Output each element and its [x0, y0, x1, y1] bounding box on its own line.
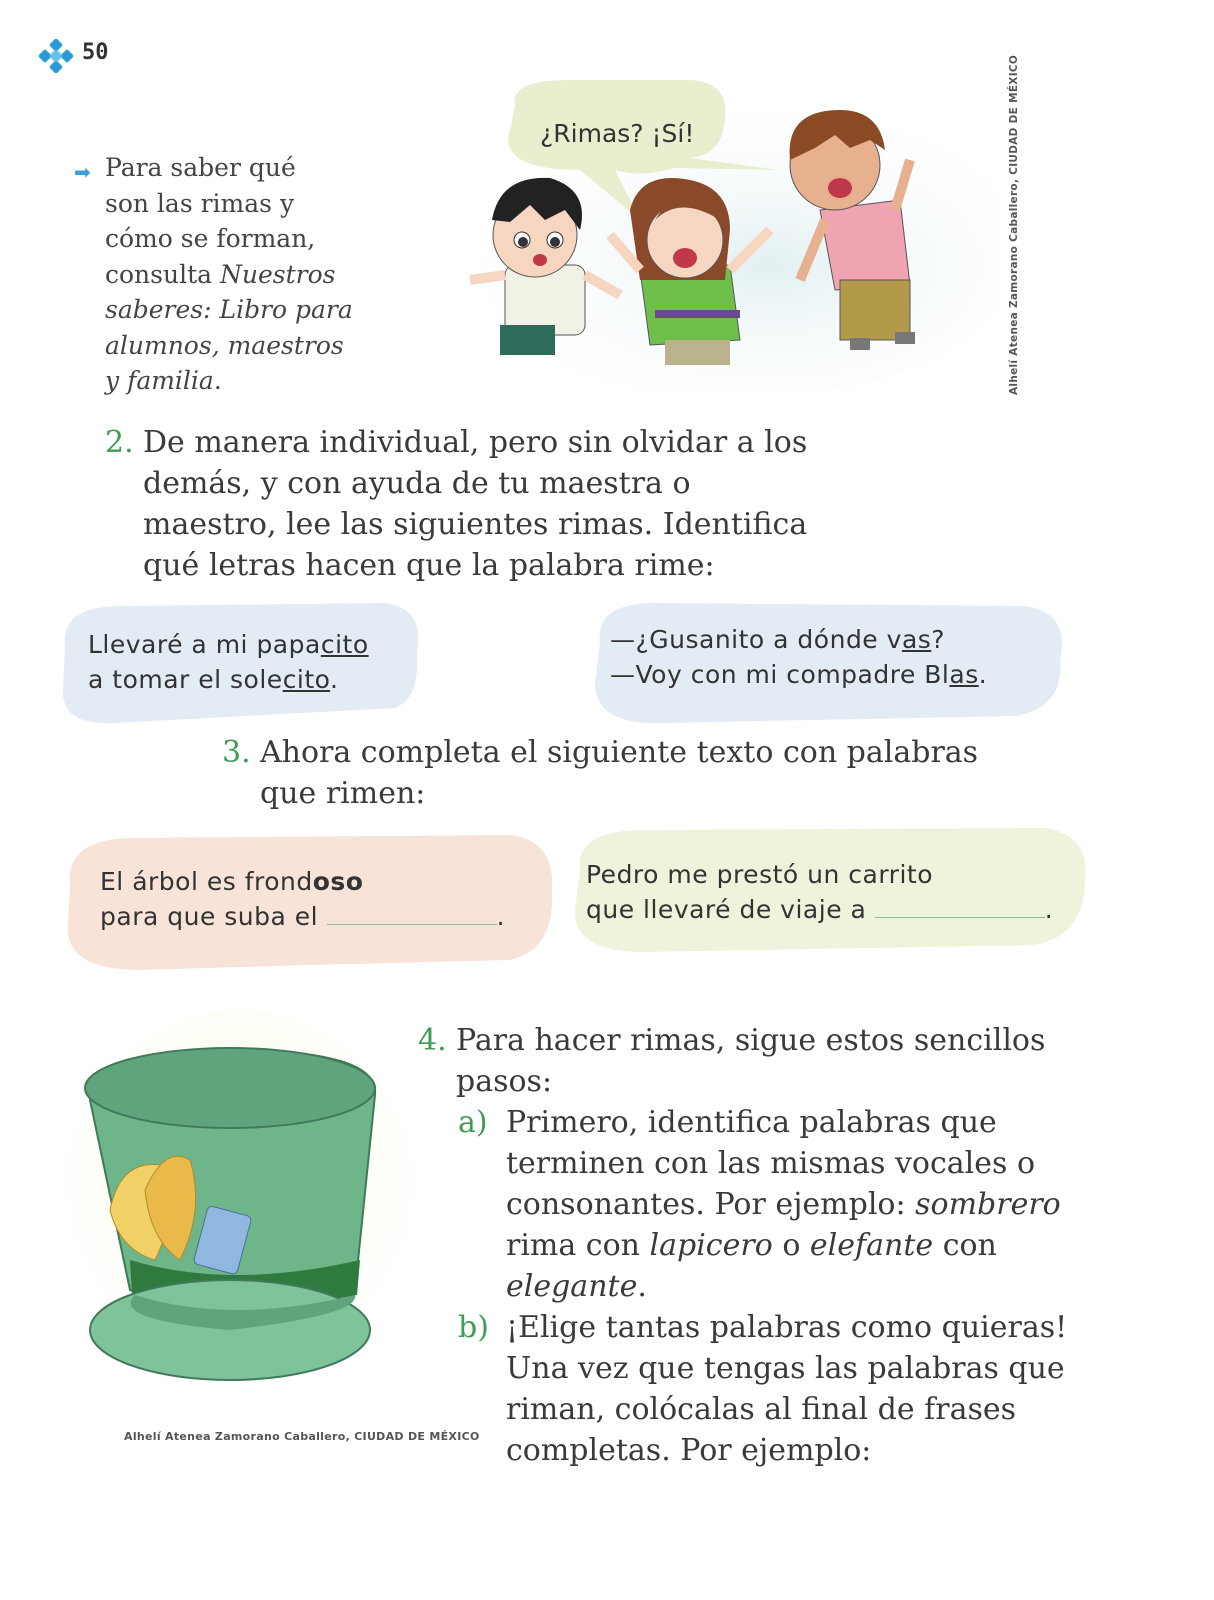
complete-line: para que suba el . — [100, 902, 506, 931]
step-label: b) — [458, 1310, 489, 1345]
question-text: Ahora completa el siguiente texto con palabras que rimen: — [260, 735, 979, 811]
tip-line: cómo se forman, — [105, 224, 316, 253]
step-text: ¡Elige tantas palabras como quieras! Una vez que tengas las palabras que riman, colócalas al final de frases completas. Por ejemplo: — [506, 1310, 1068, 1468]
step-label: a) — [458, 1105, 488, 1140]
complete-line: El árbol es frondoso — [100, 867, 364, 896]
illustration-credit: Alhelí Atenea Zamorano Caballero, CIUDAD DE MÉXICO — [1008, 54, 1020, 395]
step-a — [458, 1102, 1078, 1307]
question-text: De manera individual, pero sin olvidar a los demás, y con ayuda de tu maestra o maestro, lee las siguientes rimas. Identifica qué letras hacen que la palabra rime: — [143, 425, 808, 583]
complete-1-text — [100, 864, 505, 934]
book-logo-icon — [38, 38, 74, 74]
question-text: Para hacer rimas, sigue estos sencillos pasos: — [456, 1023, 1046, 1099]
answer-blank-1[interactable] — [327, 924, 497, 925]
complete-line: Pedro me prestó un carrito — [586, 860, 933, 889]
steps-list — [458, 1102, 1078, 1471]
rhyme-1-text — [88, 627, 369, 697]
question-4 — [418, 1020, 1078, 1102]
arrow-icon: ➡ — [74, 160, 91, 184]
kids-illustration — [440, 70, 1000, 390]
question-number: 2. — [105, 425, 134, 460]
speech-text: ¿Rimas? ¡Sí! — [540, 119, 695, 148]
tip-line: consulta Nuestros — [105, 259, 336, 289]
question-3 — [222, 732, 982, 814]
tip-line: saberes: Libro para — [105, 295, 353, 324]
rhyme-line: a tomar el solecito. — [88, 665, 339, 694]
tip-text — [105, 150, 355, 399]
hat-illustration — [60, 1010, 420, 1410]
rhyme-2-text — [610, 622, 987, 692]
tip-line: son las rimas y — [105, 188, 295, 218]
complete-2-text — [586, 857, 1053, 927]
rhyme-line: Llevaré a mi papacito — [88, 630, 369, 659]
tip-line: y familia. — [105, 366, 222, 395]
rhyme-line: —Voy con mi compadre Blas. — [610, 660, 988, 689]
step-text: Primero, identifica palabras que terminen con las mismas vocales o consonantes. Por ejemplo: sombrero rima con lapicero o elefante con elegante. — [506, 1105, 1061, 1304]
question-number: 4. — [418, 1023, 447, 1058]
answer-blank-2[interactable] — [875, 917, 1045, 918]
step-b — [458, 1307, 1078, 1471]
tip-line: Para saber qué — [105, 153, 296, 182]
complete-line: que llevaré de viaje a . — [586, 895, 1054, 924]
tip-line: alumnos, maestros — [105, 330, 344, 360]
page-number: 50 — [82, 40, 109, 65]
hat-credit: Alhelí Atenea Zamorano Caballero, CIUDAD DE MÉXICO — [124, 1430, 480, 1443]
question-number: 3. — [222, 735, 251, 770]
rhyme-line: —¿Gusanito a dónde vas? — [610, 625, 946, 654]
question-2 — [105, 422, 825, 586]
